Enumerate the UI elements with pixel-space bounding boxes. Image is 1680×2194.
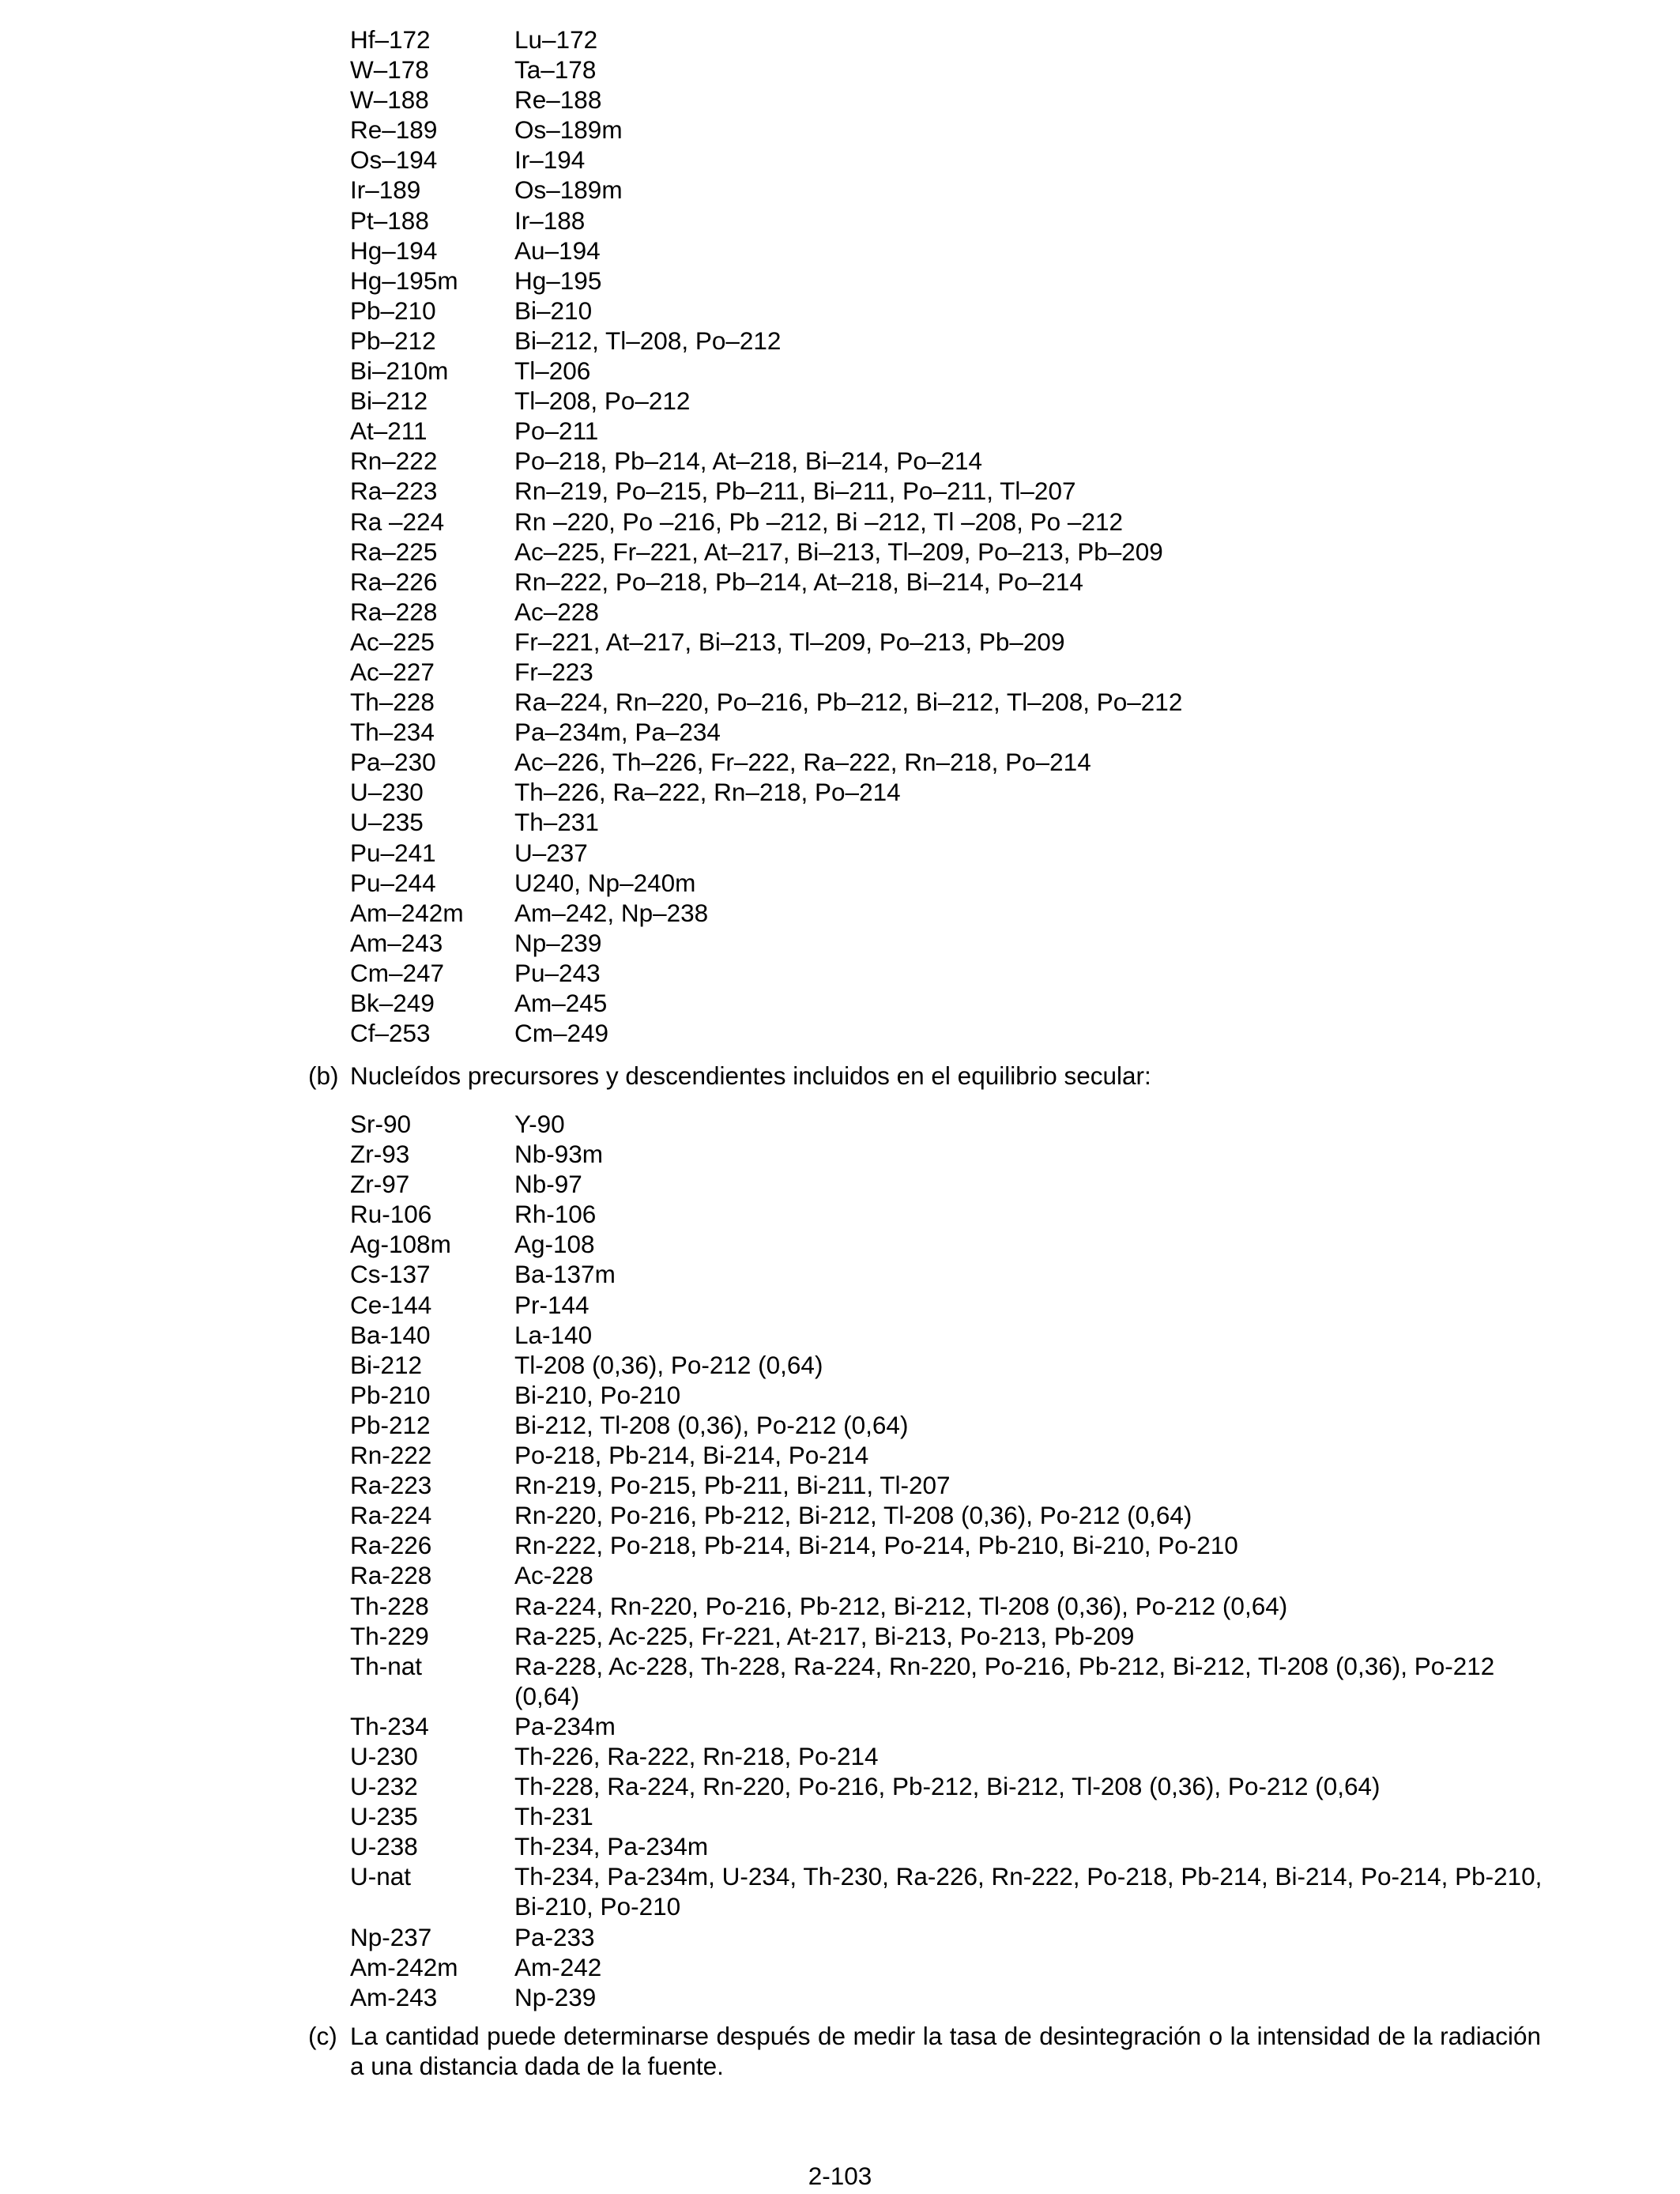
nuclide-row — [350, 175, 1559, 205]
nuclide-row — [350, 25, 1559, 55]
nuclide-row — [350, 838, 1559, 868]
parent-nuclide: Zr-97 — [350, 1170, 410, 1199]
nuclide-row — [350, 537, 1559, 567]
parent-nuclide: Ra-224 — [350, 1501, 432, 1530]
parent-nuclide: Re–189 — [350, 115, 438, 145]
parent-nuclide: Ra-228 — [350, 1561, 432, 1590]
parent-nuclide: W–178 — [350, 55, 429, 85]
daughter-nuclides: Rn-219, Po-215, Pb-211, Bi-211, Tl-207 — [514, 1471, 951, 1500]
note-b — [308, 1061, 1541, 1091]
parent-nuclide: Pb–212 — [350, 326, 436, 355]
parent-nuclide: Bi-212 — [350, 1350, 423, 1379]
parent-nuclide: At–211 — [350, 417, 428, 446]
daughter-nuclides: Pa–234m, Pa–234 — [514, 718, 721, 747]
parent-nuclide: Ag-108m — [350, 1230, 451, 1259]
daughter-nuclides: Ir–194 — [514, 145, 586, 175]
nuclide-row — [350, 85, 1559, 115]
nuclide-row — [350, 1380, 1559, 1410]
daughter-nuclides: Hg–195 — [514, 266, 602, 295]
nuclide-row — [350, 868, 1559, 898]
nuclide-row — [350, 1591, 1559, 1621]
daughter-nuclides: Th–231 — [514, 808, 599, 837]
parent-nuclide: Cs-137 — [350, 1260, 431, 1289]
nuclide-row — [350, 1530, 1559, 1560]
daughter-nuclides: Bi-210, Po-210 — [514, 1380, 681, 1409]
nuclide-row — [350, 928, 1559, 958]
daughter-nuclides: Th-226, Ra-222, Rn-218, Po-214 — [514, 1741, 879, 1770]
daughter-nuclides: Po–218, Pb–214, At–218, Bi–214, Po–214 — [514, 447, 983, 476]
daughter-nuclides: Th-231 — [514, 1802, 593, 1831]
parent-nuclide: Th-229 — [350, 1621, 429, 1650]
nuclide-row — [350, 1470, 1559, 1500]
parent-nuclide: Am-243 — [350, 1982, 438, 2011]
nuclide-row — [350, 1711, 1559, 1741]
daughter-nuclides: Ac–228 — [514, 597, 599, 626]
nuclide-row — [350, 1741, 1559, 1771]
parent-nuclide: Rn–222 — [350, 447, 438, 476]
nuclide-row — [350, 988, 1559, 1018]
nuclide-row — [350, 145, 1559, 175]
daughter-nuclides: Rn-220, Po-216, Pb-212, Bi-212, Tl-208 (0,36), Po-212 (0,64) — [514, 1501, 1192, 1530]
daughter-nuclides: Am-242 — [514, 1952, 602, 1981]
nuclide-row — [350, 1018, 1559, 1048]
parent-nuclide: Pu–241 — [350, 838, 436, 867]
parent-nuclide: Ra–226 — [350, 567, 438, 596]
daughter-nuclides: Th-234, Pa-234m — [514, 1832, 709, 1861]
parent-nuclide: Hf–172 — [350, 25, 431, 54]
parent-nuclide: Ra–225 — [350, 537, 438, 566]
daughter-nuclides: Ra–224, Rn–220, Po–216, Pb–212, Bi–212, Tl–208, Po–212 — [514, 688, 1183, 717]
parent-nuclide: Ba-140 — [350, 1320, 431, 1349]
daughter-nuclides: Rn–219, Po–215, Pb–211, Bi–211, Po–211, Tl–207 — [514, 477, 1076, 506]
parent-nuclide: Pa–230 — [350, 748, 436, 777]
nuclide-row — [350, 597, 1559, 627]
daughter-nuclides: Pu–243 — [514, 958, 601, 987]
daughter-nuclides: Bi–212, Tl–208, Po–212 — [514, 326, 782, 355]
daughter-nuclides: Pa-233 — [514, 1922, 595, 1951]
daughter-nuclides: Th-228, Ra-224, Rn-220, Po-216, Pb-212, Bi-212, Tl-208 (0,36), Po-212 (0,64) — [514, 1772, 1381, 1801]
page-number: 2-103 — [808, 2162, 872, 2190]
daughter-nuclides: Ra-225, Ac-225, Fr-221, At-217, Bi-213, Po-213, Pb-209 — [514, 1621, 1135, 1650]
daughter-nuclides: Np–239 — [514, 928, 602, 957]
nuclide-row — [350, 958, 1559, 988]
parent-nuclide: Am-242m — [350, 1952, 458, 1981]
daughter-nuclides: Bi-212, Tl-208 (0,36), Po-212 (0,64) — [514, 1410, 909, 1439]
nuclide-row — [350, 1801, 1559, 1831]
nuclide-row — [350, 1621, 1559, 1651]
daughter-nuclides: Rn–222, Po–218, Pb–214, At–218, Bi–214, Po–214 — [514, 567, 1083, 596]
parent-nuclide: U-238 — [350, 1832, 418, 1861]
parent-nuclide: Rn-222 — [350, 1441, 432, 1470]
note-b-label: (b) — [308, 1061, 339, 1090]
parent-nuclide: U–235 — [350, 808, 424, 837]
nuclide-row — [350, 1320, 1559, 1350]
nuclide-row — [350, 236, 1559, 266]
nuclide-row — [350, 1199, 1559, 1229]
parent-nuclide: Ir–189 — [350, 175, 421, 205]
parent-nuclide: Ac–227 — [350, 657, 435, 686]
daughter-nuclides: Ir–188 — [514, 205, 586, 235]
daughter-nuclides: Po–211 — [514, 417, 599, 446]
daughter-nuclides: Nb-97 — [514, 1170, 582, 1199]
daughter-nuclides: Fr–223 — [514, 657, 593, 686]
nuclide-row — [350, 326, 1559, 356]
parent-nuclide: Th-228 — [350, 1591, 429, 1620]
nuclide-row — [350, 1651, 1559, 1711]
nuclide-row — [350, 416, 1559, 446]
note-c — [308, 2021, 1541, 2081]
nuclide-row — [350, 296, 1559, 326]
nuclide-row — [350, 1861, 1559, 1921]
nuclide-row — [350, 567, 1559, 597]
daughter-nuclides: Am–245 — [514, 989, 608, 1017]
parent-nuclide: Ra-226 — [350, 1531, 432, 1560]
parent-nuclide: U-nat — [350, 1862, 412, 1891]
daughter-nuclides: Am–242, Np–238 — [514, 898, 709, 927]
parent-nuclide: Ra–223 — [350, 477, 438, 506]
parent-nuclide: Bk–249 — [350, 989, 435, 1017]
nuclide-row — [350, 747, 1559, 777]
nuclide-row — [350, 1410, 1559, 1440]
parent-nuclide: Bi–210m — [350, 356, 449, 386]
parent-nuclide: Hg–195m — [350, 266, 458, 295]
daughter-nuclides: Th–226, Ra–222, Rn–218, Po–214 — [514, 778, 901, 807]
note-c-label: (c) — [308, 2022, 337, 2050]
nuclide-list-a — [350, 25, 1559, 1048]
daughter-nuclides: Ta–178 — [514, 55, 597, 85]
daughter-nuclides: Tl–206 — [514, 356, 591, 386]
nuclide-row — [350, 1139, 1559, 1169]
parent-nuclide: U–230 — [350, 778, 424, 807]
daughter-nuclides: Rn-222, Po-218, Pb-214, Bi-214, Po-214, Pb-210, Bi-210, Po-210 — [514, 1531, 1238, 1560]
parent-nuclide: U-232 — [350, 1772, 418, 1801]
daughter-nuclides: Ra-228, Ac-228, Th-228, Ra-224, Rn-220, Po-216, Pb-212, Bi-212, Tl-208 (0,36), Po-212 (0,64) — [514, 1651, 1495, 1710]
nuclide-row — [350, 205, 1559, 236]
daughter-nuclides: Nb-93m — [514, 1140, 604, 1169]
nuclide-row — [350, 1952, 1559, 1982]
nuclide-row — [350, 476, 1559, 506]
nuclide-row — [350, 1440, 1559, 1470]
parent-nuclide: Pt–188 — [350, 205, 429, 235]
parent-nuclide: Pb–210 — [350, 296, 436, 325]
daughter-nuclides: Rn –220, Po –216, Pb –212, Bi –212, Tl –208, Po –212 — [514, 507, 1124, 536]
note-b-text: Nucleídos precursores y descendientes incluidos en el equilibrio secular: — [350, 1061, 1151, 1090]
parent-nuclide: Zr-93 — [350, 1140, 410, 1169]
parent-nuclide: Np-237 — [350, 1922, 432, 1951]
daughter-nuclides: U–237 — [514, 838, 588, 867]
daughter-nuclides: U240, Np–240m — [514, 868, 696, 897]
daughter-nuclides: Y-90 — [514, 1110, 565, 1138]
nuclide-row — [350, 1169, 1559, 1199]
daughter-nuclides: Th-234, Pa-234m, U-234, Th-230, Ra-226, Rn-222, Po-218, Pb-214, Bi-214, Po-214, Pb-210, Bi-210, Po-210 — [514, 1862, 1543, 1921]
daughter-nuclides: Po-218, Pb-214, Bi-214, Po-214 — [514, 1441, 869, 1470]
nuclide-row — [350, 507, 1559, 537]
nuclide-row — [350, 1350, 1559, 1380]
parent-nuclide: Ac–225 — [350, 627, 435, 656]
nuclide-row — [350, 1771, 1559, 1801]
parent-nuclide: Cm–247 — [350, 958, 445, 987]
daughter-nuclides: Pr-144 — [514, 1290, 590, 1319]
parent-nuclide: Ra-223 — [350, 1471, 432, 1500]
parent-nuclide: Th-234 — [350, 1711, 429, 1740]
parent-nuclide: U-235 — [350, 1802, 418, 1831]
nuclide-row — [350, 386, 1559, 416]
parent-nuclide: Hg–194 — [350, 236, 438, 265]
nuclide-row — [350, 1109, 1559, 1139]
nuclide-row — [350, 1982, 1559, 2012]
nuclide-row — [350, 55, 1559, 85]
daughter-nuclides: Lu–172 — [514, 25, 598, 54]
nuclide-row — [350, 1259, 1559, 1289]
nuclide-row — [350, 356, 1559, 386]
nuclide-row — [350, 1229, 1559, 1259]
nuclide-row — [350, 717, 1559, 747]
nuclide-row — [350, 1560, 1559, 1590]
nuclide-row — [350, 1922, 1559, 1952]
daughter-nuclides: Os–189m — [514, 115, 623, 145]
parent-nuclide: Ru-106 — [350, 1200, 432, 1229]
parent-nuclide: Am–243 — [350, 928, 443, 957]
daughter-nuclides: La-140 — [514, 1320, 593, 1349]
nuclide-row — [350, 687, 1559, 717]
daughter-nuclides: Au–194 — [514, 236, 601, 265]
daughter-nuclides: Ac–226, Th–226, Fr–222, Ra–222, Rn–218, Po–214 — [514, 748, 1091, 777]
parent-nuclide: Th–228 — [350, 688, 435, 717]
nuclide-row — [350, 1500, 1559, 1530]
daughter-nuclides: Pa-234m — [514, 1711, 616, 1740]
daughter-nuclides: Os–189m — [514, 175, 623, 205]
nuclide-list-b — [350, 1109, 1559, 2012]
parent-nuclide: Th-nat — [350, 1651, 423, 1680]
nuclide-row — [350, 657, 1559, 687]
daughter-nuclides: Cm–249 — [514, 1019, 609, 1048]
parent-nuclide: Pb-210 — [350, 1380, 431, 1409]
parent-nuclide: Th–234 — [350, 718, 435, 747]
nuclide-row — [350, 898, 1559, 928]
parent-nuclide: Bi–212 — [350, 386, 428, 416]
parent-nuclide: U-230 — [350, 1741, 418, 1770]
parent-nuclide: Os–194 — [350, 145, 438, 175]
nuclide-row — [350, 1831, 1559, 1861]
nuclide-row — [350, 115, 1559, 145]
parent-nuclide: Cf–253 — [350, 1019, 431, 1048]
daughter-nuclides: Tl-208 (0,36), Po-212 (0,64) — [514, 1350, 823, 1379]
parent-nuclide: Sr-90 — [350, 1110, 412, 1138]
parent-nuclide: Pb-212 — [350, 1410, 431, 1439]
nuclide-row — [350, 1290, 1559, 1320]
nuclide-row — [350, 266, 1559, 296]
daughter-nuclides: Bi–210 — [514, 296, 593, 325]
daughter-nuclides: Fr–221, At–217, Bi–213, Tl–209, Po–213, Pb–209 — [514, 627, 1065, 656]
nuclide-row — [350, 777, 1559, 807]
note-c-text: La cantidad puede determinarse después de medir la tasa de desintegración o la intensidad de la radiación a una distancia dada de la fuente. — [350, 2022, 1541, 2080]
daughter-nuclides: Ra-224, Rn-220, Po-216, Pb-212, Bi-212, Tl-208 (0,36), Po-212 (0,64) — [514, 1591, 1288, 1620]
nuclide-row — [350, 807, 1559, 837]
nuclide-row — [350, 627, 1559, 657]
daughter-nuclides: Ag-108 — [514, 1230, 595, 1259]
parent-nuclide: Am–242m — [350, 898, 464, 927]
daughter-nuclides: Rh-106 — [514, 1200, 597, 1229]
parent-nuclide: W–188 — [350, 85, 429, 115]
daughter-nuclides: Np-239 — [514, 1982, 597, 2011]
parent-nuclide: Ra –224 — [350, 507, 445, 536]
daughter-nuclides: Ba-137m — [514, 1260, 616, 1289]
daughter-nuclides: Ac-228 — [514, 1561, 593, 1590]
nuclide-row — [350, 446, 1559, 476]
parent-nuclide: Ce-144 — [350, 1290, 432, 1319]
daughter-nuclides: Tl–208, Po–212 — [514, 386, 691, 416]
parent-nuclide: Ra–228 — [350, 597, 438, 626]
daughter-nuclides: Ac–225, Fr–221, At–217, Bi–213, Tl–209, Po–213, Pb–209 — [514, 537, 1163, 566]
parent-nuclide: Pu–244 — [350, 868, 436, 897]
daughter-nuclides: Re–188 — [514, 85, 602, 115]
